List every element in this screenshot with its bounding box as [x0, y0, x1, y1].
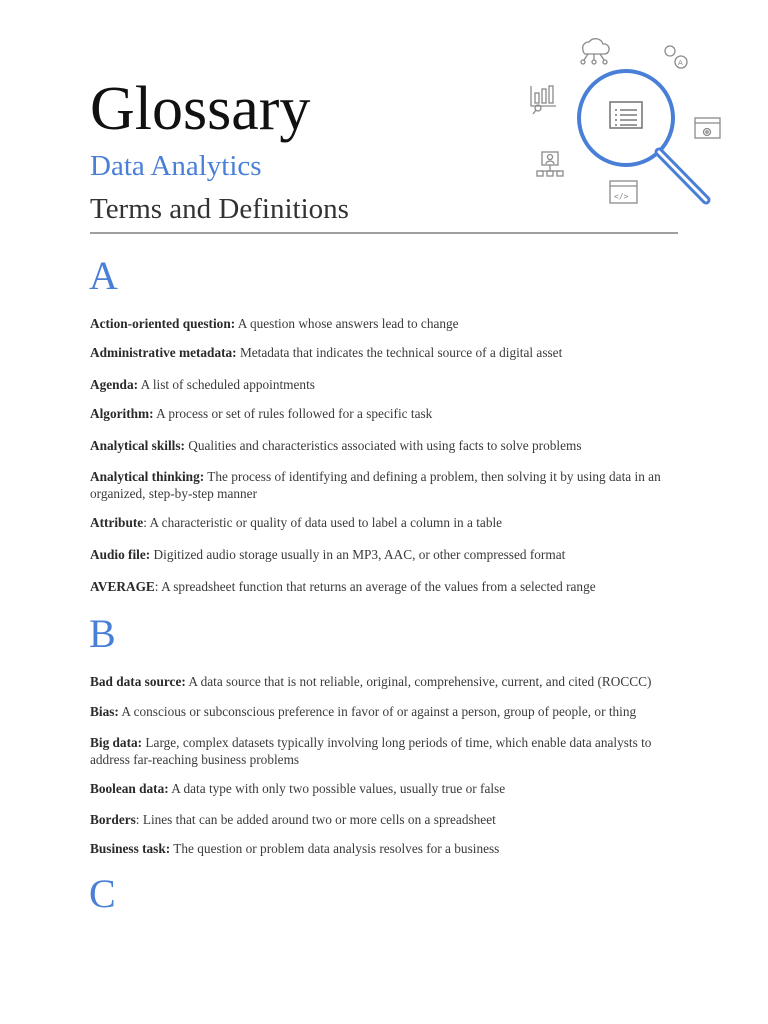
entry-definition: The question or problem data analysis resolves for a business — [170, 841, 500, 856]
header-divider — [90, 232, 678, 234]
entry-definition: Qualities and characteristics associated with using facts to solve problems — [184, 438, 582, 453]
svg-text:</>: </> — [614, 192, 629, 201]
svg-text:A: A — [678, 59, 683, 67]
entry-term: Audio file: — [90, 547, 151, 562]
entry-definition: Large, complex datasets typically involving long periods of time, which enable data analysts to address far-reaching business problems — [90, 735, 652, 767]
glossary-entry — [90, 840, 680, 857]
user-hierarchy-icon — [537, 152, 563, 176]
glossary-entry — [90, 468, 680, 502]
entry-term: Bad data source: — [90, 674, 186, 689]
entry-term: Big data: — [90, 735, 143, 750]
entry-term: Borders — [90, 812, 136, 827]
subtitle-terms: Terms and Definitions — [90, 193, 349, 225]
glossary-entry — [90, 405, 680, 422]
entry-definition: A question whose answers lead to change — [235, 316, 459, 331]
page-title: Glossary — [90, 75, 311, 143]
magnifying-glass-icon — [579, 71, 706, 200]
glossary-entry — [90, 546, 680, 563]
entry-definition: A data source that is not reliable, original, comprehensive, current, and cited (ROCCC) — [185, 674, 652, 689]
entry-definition: Digitized audio storage usually in an MP3, AAC, or other compressed format — [150, 547, 566, 562]
entry-definition: A data type with only two possible values, usually true or false — [168, 781, 506, 796]
entry-term: AVERAGE — [90, 579, 155, 594]
entry-term: Analytical thinking: — [90, 469, 205, 484]
entry-term: Algorithm: — [90, 406, 154, 421]
section-letter-b: B — [89, 611, 116, 656]
entry-term: Agenda: — [90, 377, 139, 392]
glossary-entry — [90, 514, 680, 531]
entry-definition: A list of scheduled appointments — [138, 377, 315, 392]
entry-term: Bias: — [90, 704, 119, 719]
chat-search-icon — [665, 46, 687, 68]
cloud-network-icon — [581, 39, 609, 64]
section-letter-a: A — [89, 253, 118, 298]
entry-term: Administrative metadata: — [90, 345, 237, 360]
glossary-entry — [90, 703, 680, 720]
settings-window-icon — [695, 118, 720, 138]
glossary-entry — [90, 578, 680, 595]
glossary-entry — [90, 376, 680, 393]
entry-definition: : A characteristic or quality of data used to label a column in a table — [143, 515, 503, 530]
glossary-entry — [90, 780, 680, 797]
entry-term: Analytical skills: — [90, 438, 185, 453]
header-illustration — [518, 26, 738, 216]
entry-term: Business task: — [90, 841, 171, 856]
glossary-entry — [90, 437, 680, 454]
entry-definition: A conscious or subconscious preference in favor of or against a person, group of people, or thing — [118, 704, 637, 719]
glossary-entry — [90, 811, 680, 828]
entry-term: Boolean data: — [90, 781, 169, 796]
chart-icon — [531, 86, 556, 114]
code-window-icon — [610, 181, 637, 203]
glossary-entry — [90, 315, 680, 332]
entry-definition: Metadata that indicates the technical source of a digital asset — [236, 345, 563, 360]
entry-definition: The process of identifying and defining a problem, then solving it by using data in an organized, step-by-step manner — [90, 469, 661, 501]
glossary-entry — [90, 344, 680, 361]
section-letter-c: C — [89, 871, 116, 916]
subtitle: Data Analytics — [90, 150, 262, 182]
entry-term: Attribute — [90, 515, 144, 530]
glossary-entry — [90, 734, 680, 768]
entry-definition: A process or set of rules followed for a specific task — [153, 406, 433, 421]
entry-definition: : A spreadsheet function that returns an average of the values from a selected range — [154, 579, 596, 594]
entry-definition: : Lines that can be added around two or more cells on a spreadsheet — [135, 812, 496, 827]
entry-term: Action-oriented question: — [90, 316, 236, 331]
glossary-entry — [90, 673, 680, 690]
